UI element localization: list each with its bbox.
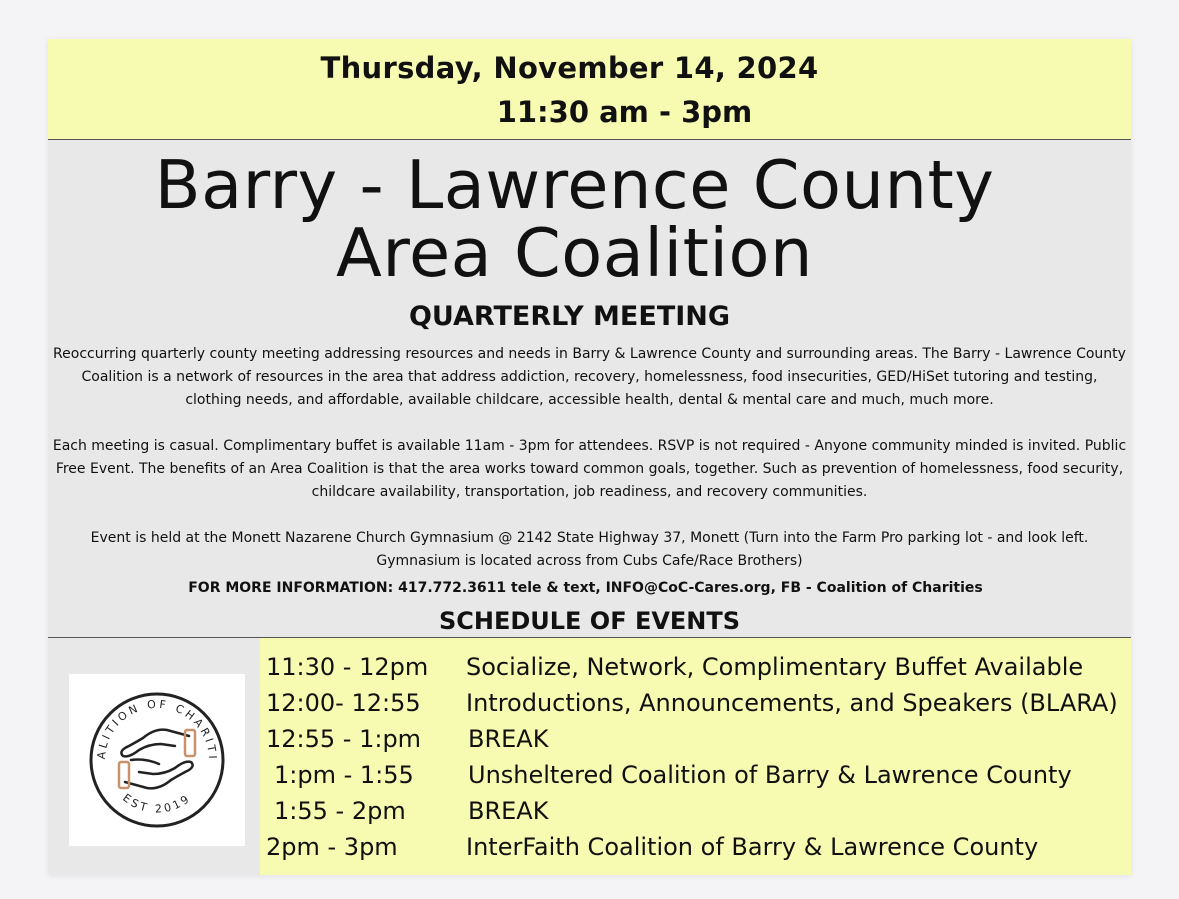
event-date: Thursday, November 14, 2024 xyxy=(320,51,819,85)
meeting-details-paragraph: Each meeting is casual. Complimentary buffet is available 11am - 3pm for attendees. RSVP is not required - Anyone community minded is invited. Public Free Event. The benefits of an Area Coalition is that the area works toward common goals, together. Such as prevention of homelessness, food security, childcare availability, transportation, job readiness, and recovery communities. xyxy=(52,438,1127,500)
schedule-event-5: BREAK xyxy=(468,797,549,825)
svg-text:EST 2019 xyxy=(120,791,194,815)
schedule-time-1: 11:30 - 12pm xyxy=(266,653,429,681)
event-time: 11:30 am - 3pm xyxy=(496,95,753,129)
schedule-time-5: 1:55 - 2pm xyxy=(274,797,406,825)
coalition-logo xyxy=(69,674,245,846)
right-cuff-icon xyxy=(119,762,129,788)
left-cuff-icon xyxy=(185,730,195,756)
schedule-event-1: Socialize, Network, Complimentary Buffet Available xyxy=(466,653,1084,681)
schedule-event-6: InterFaith Coalition of Barry & Lawrence County xyxy=(466,833,1039,861)
title-line-1: Barry - Lawrence County xyxy=(154,146,995,224)
schedule-time-6: 2pm - 3pm xyxy=(266,833,398,861)
logo-svg xyxy=(69,674,245,846)
flyer-page xyxy=(48,39,1131,875)
schedule-event-2: Introductions, Announcements, and Speakers (BLARA) xyxy=(466,689,1118,717)
description-paragraph: Reoccurring quarterly county meeting addressing resources and needs in Barry & Lawrence County and surrounding areas. The Barry - Lawrence County Coalition is a network of resources in the area that address addiction, recovery, homelessness, food insecurities, GED/HiSet tutoring and testing, clothing needs, and affordable, available childcare, accessible health, dental & mental care and much, much more. xyxy=(53,346,1126,408)
schedule-time-4: 1:pm - 1:55 xyxy=(274,761,414,789)
logo-bottom-text: EST 2019 xyxy=(120,791,194,816)
location-paragraph: Event is held at the Monett Nazarene Church Gymnasium @ 2142 State Highway 37, Monett (Turn into the Farm Pro parking lot - and look left. Gymnasium is located across from Cubs Cafe/Race Brothers) xyxy=(90,530,1089,569)
schedule-event-4: Unsheltered Coalition of Barry & Lawrence County xyxy=(468,761,1072,789)
page-title xyxy=(48,146,1101,292)
contact-info: FOR MORE INFORMATION: 417.772.3611 tele & text, INFO@CoC-Cares.org, FB - Coalition of Charities xyxy=(188,580,983,596)
date-banner xyxy=(48,39,1131,140)
schedule-title: SCHEDULE OF EVENTS xyxy=(438,607,741,635)
schedule-time-3: 12:55 - 1:pm xyxy=(266,725,422,753)
schedule-event-3: BREAK xyxy=(468,725,549,753)
logo-top-text: ALITION OF CHARITI xyxy=(94,697,220,762)
hands-icon xyxy=(121,730,192,789)
schedule-time-2: 12:00- 12:55 xyxy=(266,689,421,717)
title-line-2: Area Coalition xyxy=(336,214,813,292)
meeting-subtitle: QUARTERLY MEETING xyxy=(408,301,731,332)
